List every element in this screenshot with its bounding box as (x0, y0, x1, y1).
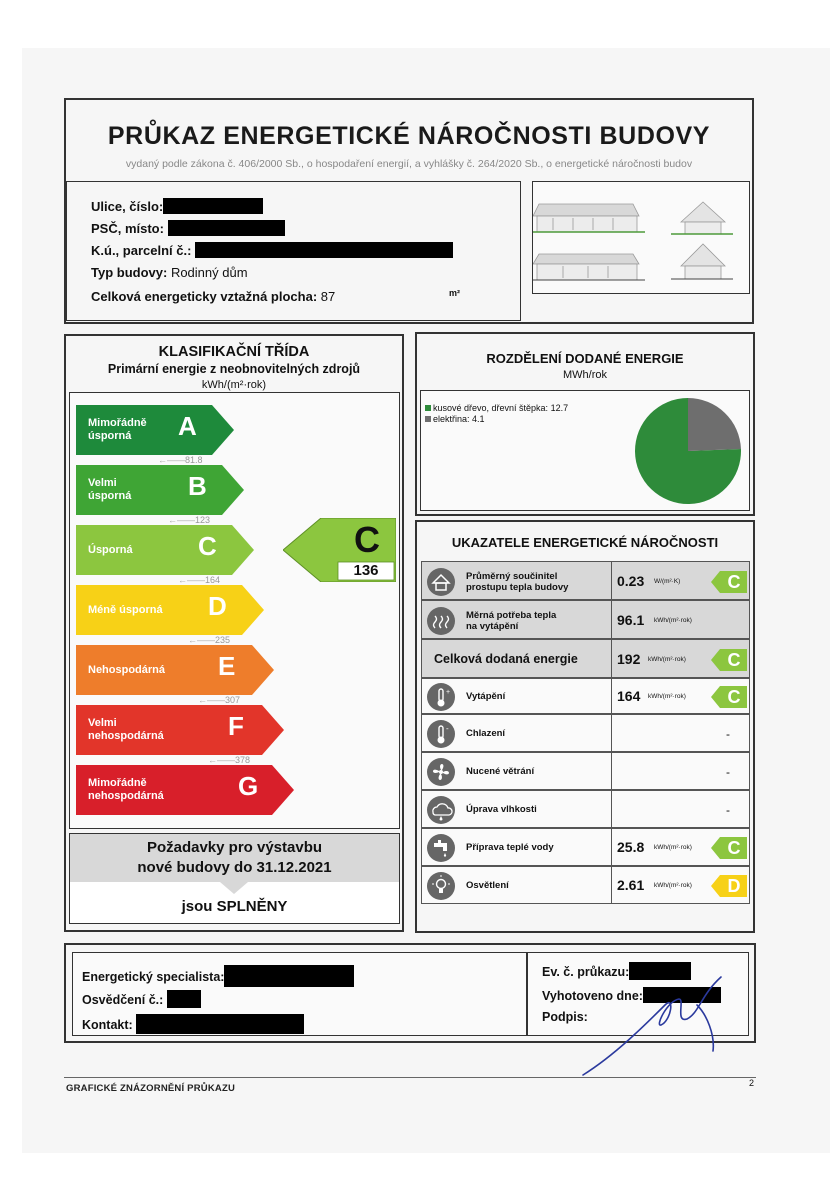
building-type-label: Typ budovy: (91, 265, 168, 280)
fan-icon (427, 758, 455, 786)
legend-swatch-electricity (425, 416, 431, 422)
indicator-unit: kWh/(m²·rok) (648, 655, 686, 663)
light-bulb-icon (427, 872, 455, 900)
band-letter: G (238, 771, 259, 801)
band-label (88, 465, 131, 515)
indicator-label-line-1: Osvětlení (466, 880, 509, 891)
indicator-label (466, 728, 505, 739)
energy-class-band-g (76, 765, 296, 815)
legend-label-wood: kusové dřevo, dřevní štěpka: 12.7 (433, 403, 569, 413)
indicator-label-line-1: Vytápění (466, 691, 506, 702)
indicator-dash: - (726, 803, 730, 817)
zip-label: PSČ, místo: (91, 221, 164, 236)
indicator-value: 192 (617, 650, 641, 667)
energy-class-band-b (76, 465, 246, 515)
indicator-row (421, 828, 750, 866)
band-label-line-2: nehospodárná (88, 790, 164, 802)
band-label (88, 405, 147, 455)
band-label-line-2: nehospodárná (88, 730, 164, 742)
house-icon (427, 568, 455, 596)
indicator-separator (611, 829, 612, 865)
indicator-label (466, 880, 509, 891)
band-label-line-2: úsporná (88, 490, 132, 502)
indicator-separator (611, 640, 612, 677)
area-label: Celková energeticky vztažná plocha: (91, 289, 318, 304)
redacted-zip (168, 220, 285, 236)
energy-class-band-d (76, 585, 266, 635)
indicator-class-letter: D (727, 876, 741, 896)
indicator-label-line-1: Příprava teplé vody (466, 842, 554, 853)
house-drawings-icon (533, 182, 748, 292)
indicator-value: 2.61 (617, 877, 645, 893)
band-label-line-1: Úsporná (88, 543, 133, 556)
classification-unit: kWh/(m²·rok) (201, 379, 267, 391)
humidity-icon (427, 796, 455, 824)
band-label (88, 525, 133, 575)
contact-label: Kontakt: (82, 1018, 133, 1032)
card-number-label: Ev. č. průkazu: (542, 965, 630, 979)
indicator-unit: kWh/(m²·rok) (648, 693, 686, 700)
band-label-line-1: Mimořádně (88, 417, 147, 429)
indicator-label-line-1: Průměrný součinitel (466, 570, 558, 582)
indicator-unit: kWh/(m²·rok) (654, 882, 692, 889)
band-limit: ←—— 235 (188, 635, 230, 645)
indicator-row (421, 714, 750, 752)
issued-label: Vyhotoveno dne: (542, 989, 643, 1003)
document-subtitle: vydaný podle zákona č. 406/2000 Sb., o hospodaření energií, a vyhlášky č. 264/2020 Sb., o energetické náročnosti budov (125, 158, 693, 170)
band-letter: B (188, 471, 207, 501)
indicator-value: 25.8 (617, 839, 645, 855)
indicator-label-line-1: Nucené větrání (466, 766, 535, 777)
handwritten-signature-icon (575, 965, 735, 1085)
energy-class-band-e (76, 645, 276, 695)
band-limit: ←—— 123 (168, 515, 210, 525)
distribution-chart (420, 390, 750, 511)
band-letter: A (178, 411, 197, 441)
indicator-label-line-1: Měrná potřeba tepla (466, 609, 557, 621)
building-type-row (91, 265, 248, 280)
thermometer-hot-icon (427, 683, 455, 711)
result-class-value: 136 (353, 562, 379, 579)
band-label-line-2: úsporná (88, 430, 132, 442)
indicator-value: 0.23 (617, 572, 645, 589)
indicator-class-badge (711, 837, 747, 859)
band-label (88, 585, 163, 635)
indicator-separator (611, 753, 612, 789)
requirement-line-1: Požadavky pro výstavbu (146, 839, 323, 856)
indicator-separator (611, 791, 612, 827)
requirements-pointer (220, 882, 248, 894)
indicator-class-letter: C (727, 571, 741, 592)
indicator-label-line-1: Celková dodaná energie (434, 651, 578, 666)
indicator-label-line-1: Úprava vlhkosti (466, 804, 537, 815)
indicator-label (466, 571, 568, 593)
indicator-row (421, 678, 750, 714)
band-label-line-1: Velmi (88, 717, 117, 729)
redacted-street (163, 198, 263, 214)
indicator-separator (611, 679, 612, 713)
indicator-label (466, 804, 537, 815)
legend-item-wood (425, 403, 568, 413)
band-letter: D (208, 591, 227, 621)
faucet-icon (427, 834, 455, 862)
area-unit: m² (449, 288, 460, 298)
indicator-separator (611, 601, 612, 638)
classification-title: KLASIFIKAČNÍ TŘÍDA (158, 344, 310, 360)
street-label: Ulice, číslo: (91, 199, 164, 214)
cadastre-label: K.ú., parcelní č.: (91, 243, 192, 258)
thermometer-cold-icon (427, 720, 455, 748)
indicator-value: 164 (617, 688, 641, 704)
svg-text:-: - (446, 724, 449, 733)
band-limit: ←—— 81.8 (158, 455, 203, 465)
specialist-box (72, 952, 527, 1036)
indicator-class-letter: C (727, 649, 741, 670)
specialist-row (82, 965, 354, 987)
band-letter: E (218, 651, 236, 681)
document-title: PRŮKAZ ENERGETICKÉ NÁROČNOSTI BUDOVY (107, 122, 711, 150)
building-type-value: Rodinný dům (170, 265, 248, 280)
indicator-label (466, 691, 505, 702)
energy-class-band-a (76, 405, 236, 455)
indicator-row (421, 561, 750, 600)
indicator-label-line-2: prostupu tepla budovy (466, 581, 569, 593)
requirements-text (70, 834, 399, 882)
indicator-row (421, 790, 750, 828)
indicator-label (466, 766, 534, 777)
page-number: 2 (749, 1078, 755, 1088)
redacted-certificate (167, 990, 201, 1008)
energy-class-scale (69, 392, 400, 829)
band-limit: ←—— 378 (208, 755, 250, 765)
band-letter: C (198, 531, 217, 561)
indicator-row (421, 866, 750, 904)
legend-item-electricity (425, 414, 485, 424)
indicator-unit: kWh/(m²·rok) (654, 616, 692, 624)
classification-subtitle: Primární energie z neobnovitelných zdrojů (107, 362, 361, 376)
band-limit: ←—— 164 (178, 575, 220, 585)
footer-divider (64, 1077, 756, 1078)
indicator-row (421, 639, 750, 678)
area-value: 87 (320, 289, 336, 304)
requirement-line-2: nové budovy do 31.12.2021 (137, 859, 332, 876)
pie-slice-1 (688, 398, 741, 451)
redacted-cadastre (195, 242, 453, 258)
requirement-result: jsou SPLNĚNY (181, 898, 288, 915)
zip-row (91, 220, 285, 236)
energy-class-band-f (76, 705, 286, 755)
redacted-contact (136, 1014, 304, 1034)
redacted-specialist (224, 965, 354, 987)
distribution-pie (632, 395, 744, 507)
indicator-class-letter: C (727, 838, 741, 858)
indicator-row (421, 752, 750, 790)
indicators-title: UKAZATELE ENERGETICKÉ NÁROČNOSTI (451, 535, 719, 550)
indicator-class-letter: C (727, 687, 741, 707)
distribution-title: ROZDĚLENÍ DODANÉ ENERGIE (486, 351, 684, 366)
heat-icon (427, 607, 455, 635)
contact-row (82, 1014, 304, 1034)
indicator-unit: kWh/(m²·rok) (654, 844, 692, 851)
indicator-dash: - (726, 765, 730, 779)
indicator-separator (611, 715, 612, 751)
band-label (88, 705, 164, 755)
legend-label-electricity: elektřina: 4.1 (433, 414, 485, 424)
band-limit: ←—— 307 (198, 695, 240, 705)
specialist-label: Energetický specialista: (82, 970, 225, 984)
certificate-label: Osvědčení č.: (82, 993, 164, 1007)
indicator-class-badge (711, 571, 747, 593)
indicator-dash: - (726, 727, 730, 741)
band-label (88, 765, 164, 815)
indicator-label (466, 610, 556, 632)
indicator-label-line-1: Chlazení (466, 728, 506, 739)
legend-swatch-wood (425, 405, 431, 411)
street-row (91, 198, 263, 214)
indicator-label (434, 651, 578, 666)
building-info-panel (66, 181, 521, 321)
band-label-line-1: Velmi (88, 477, 117, 489)
indicator-class-badge (711, 649, 747, 671)
indicator-label-line-2: na vytápění (466, 620, 519, 632)
indicator-class-badge (711, 875, 747, 897)
band-label-line-1: Méně úsporná (88, 603, 163, 616)
cadastre-row (91, 242, 453, 258)
building-sketch (532, 181, 750, 294)
indicator-value: 96.1 (617, 611, 645, 628)
area-row (91, 289, 335, 304)
svg-text:+: + (446, 689, 451, 696)
band-label-line-1: Nehospodárná (88, 663, 166, 676)
requirements-box (69, 833, 400, 924)
indicator-unit: W/(m²·K) (654, 577, 681, 585)
indicator-separator (611, 562, 612, 599)
band-label-line-1: Mimořádně (88, 777, 147, 789)
result-class-arrow (283, 518, 396, 582)
distribution-unit: MWh/rok (563, 369, 607, 381)
indicator-class-badge (711, 686, 747, 708)
band-letter: F (228, 711, 244, 741)
energy-class-band-c (76, 525, 256, 575)
band-label (88, 645, 165, 695)
indicator-row (421, 600, 750, 639)
indicator-label (466, 842, 554, 853)
indicator-separator (611, 867, 612, 903)
sign-label: Podpis: (542, 1010, 588, 1024)
result-class-letter: C (354, 519, 380, 560)
footer-text: GRAFICKÉ ZNÁZORNĚNÍ PRŮKAZU (66, 1083, 236, 1094)
certificate-row (82, 990, 201, 1008)
